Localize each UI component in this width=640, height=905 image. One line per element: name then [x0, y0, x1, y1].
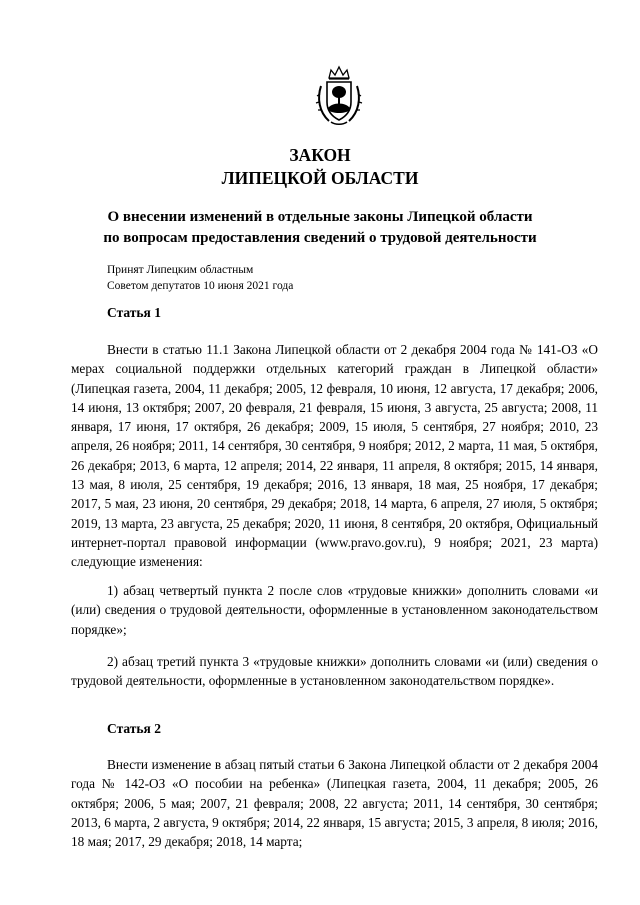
article-2-intro: Внести изменение в абзац пятый статьи 6 Закона Липецкой области от 2 декабря 2004 года № 142-ОЗ «О пособии на ребенка» (Липецкая газета, 2004, 11 декабря; 2005, 26 октября; 2006, 5 мая; 2007, 21 февраля; 2008, 22 августа; 2011, 14 сентября, 30 сентября; 2013, 6 марта, 2 августа, 9 октября; 2014, 22 января, 15 августа; 2015, 3 апреля, 8 июля; 2016, 18 мая; 2017, 29 декабря; 2018, 14 марта; — [71, 757, 598, 850]
article-2-heading: Статья 2 — [107, 721, 161, 736]
law-title: ЗАКОН — [289, 145, 351, 165]
article-1-heading: Статья 1 — [107, 305, 161, 320]
article-1-intro: Внести в статью 11.1 Закона Липецкой области от 2 декабря 2004 года № 141-ОЗ «О мерах социальной поддержки отдельных категорий граждан в Липецкой области» (Липецкая газета, 2004, 11 декабря; 2005, 12 февраля, 10 июня, 12 августа, 17 декабря; 2006, 14 июня, 13 октября; 2007, 20 февраля, 21 февраля, 15 июня, 3 августа, 25 августа; 2008, 11 января, 17 июня, 17 октября, 26 декабря; 2009, 15 июля, 5 сентября, 27 ноября; 2010, 23 апреля, 26 ноября; 2011, 14 сентября, 30 сентября, 9 ноября; 2012, 2 марта, 11 мая, 5 октября, 26 декабря; 2013, 6 марта, 12 апреля; 2014, 22 января, 11 апреля, 8 октября; 2015, 14 января, 13 мая, 8 июля, 25 сентября, 19 декабря; 2016, 13 января, 18 мая, 25 ноября, 17 декабря; 2017, 5 мая, 23 июня, 20 сентября, 29 декабря; 2018, 14 марта, 6 апреля, 27 июля, 5 октября; 2019, 13 марта, 23 августа, 25 декабря; 2020, 11 июня, 8 сентября, 20 октября, Официальный интернет-портал правовой информации (www.pravo.gov.ru), 9 ноября; 2021, 23 марта) следующие изменения: — [71, 342, 598, 570]
law-subject-line-1: О внесении изменений в отдельные законы Липецкой области — [107, 209, 533, 225]
adoption-note-line-2: Советом депутатов 10 июня 2021 года — [107, 280, 294, 292]
region-title: ЛИПЕЦКОЙ ОБЛАСТИ — [221, 168, 419, 188]
article-1-item-2: 2) абзац третий пункта 3 «трудовые книжки» дополнить словами «и (или) сведения о трудовой деятельности, оформленные в установленном законодательством порядке». — [71, 654, 598, 689]
law-subject-line-2: по вопросам предоставления сведений о трудовой деятельности — [103, 230, 537, 246]
adoption-note-line-1: Принят Липецким областным — [107, 264, 254, 276]
article-1-item-1: 1) абзац четвертый пункта 2 после слов «трудовые книжки» дополнить словами «и (или) сведения о трудовой деятельности, оформленные в установленном законодательством порядке»; — [71, 583, 598, 637]
coat-of-arms-icon — [315, 64, 363, 128]
